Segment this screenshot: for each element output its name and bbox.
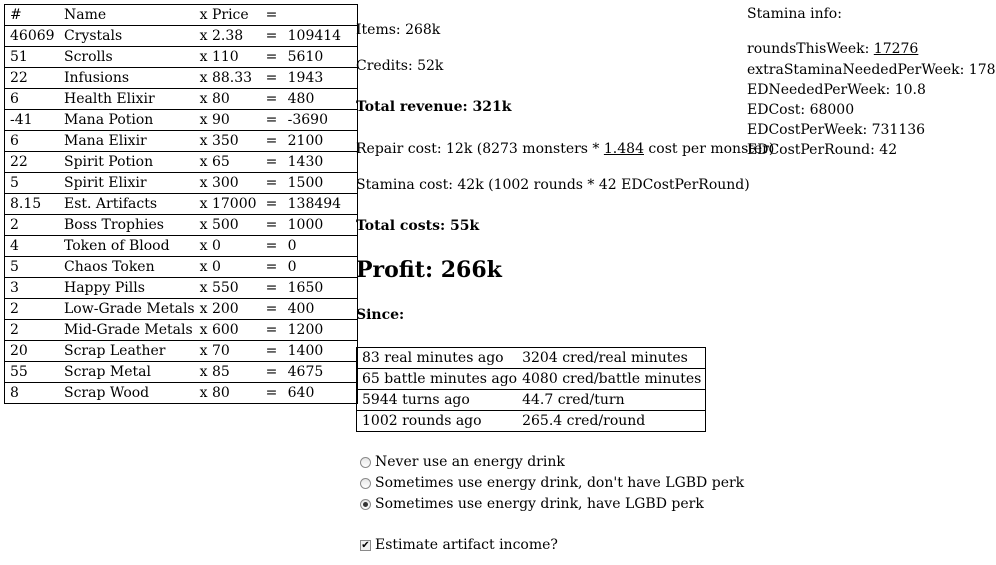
item-price: x 110: [195, 47, 261, 68]
item-name: Mana Elixir: [59, 131, 195, 152]
header-name: Name: [64, 7, 107, 23]
item-price: x 300: [195, 173, 261, 194]
item-equals: =: [261, 236, 283, 257]
total-costs: Total costs: 55k: [356, 218, 480, 234]
item-name: Est. Artifacts: [59, 194, 195, 215]
repair-suffix: cost per monster): [643, 141, 775, 157]
item-qty: 2: [5, 320, 60, 341]
extra-stamina-needed: extraStaminaNeededPerWeek: 178: [747, 62, 996, 78]
item-qty: 6: [5, 131, 60, 152]
item-total: -3690: [283, 110, 358, 131]
item-row: [5, 47, 358, 68]
item-row: [5, 173, 358, 194]
item-row: [5, 68, 358, 89]
item-row: [5, 152, 358, 173]
item-row: [5, 278, 358, 299]
item-qty: 2: [5, 215, 60, 236]
item-qty: 46069: [5, 26, 60, 47]
item-row: [5, 110, 358, 131]
item-row: [5, 362, 358, 383]
repair-cost-link[interactable]: 1.484: [603, 141, 644, 157]
since-row: [357, 348, 706, 369]
estimate-artifact-checkbox[interactable]: ✔: [361, 539, 370, 551]
ed-cost-per-week: EDCostPerWeek: 731136: [747, 122, 926, 138]
item-total: 1200: [283, 320, 358, 341]
item-name: Scrap Leather: [59, 341, 195, 362]
item-row: [5, 320, 358, 341]
item-name: Mana Potion: [59, 110, 195, 131]
since-rate: 265.4 cred/round: [517, 411, 706, 432]
item-total: 640: [283, 383, 358, 404]
item-qty: 22: [5, 152, 60, 173]
item-name: Boss Trophies: [59, 215, 195, 236]
item-equals: =: [261, 89, 283, 110]
item-price: x 200: [195, 299, 261, 320]
item-equals: =: [261, 152, 283, 173]
item-qty: 8: [5, 383, 60, 404]
item-total: 400: [283, 299, 358, 320]
item-name: Token of Blood: [59, 236, 195, 257]
items-header-row: [5, 5, 358, 26]
ed-cost: EDCost: 68000: [747, 102, 855, 118]
item-name: Happy Pills: [59, 278, 195, 299]
header-qty: #: [10, 7, 22, 23]
stamina-title: Stamina info:: [747, 6, 842, 22]
item-qty: 20: [5, 341, 60, 362]
item-qty: 55: [5, 362, 60, 383]
item-name: Spirit Elixir: [59, 173, 195, 194]
since-rate: 4080 cred/battle minutes: [517, 369, 706, 390]
items-value: Items: 268k: [356, 22, 441, 38]
profit: Profit: 266k: [356, 257, 502, 283]
item-price: x 88.33: [195, 68, 261, 89]
item-total: 138494: [283, 194, 358, 215]
item-row: [5, 383, 358, 404]
since-row: [357, 411, 706, 432]
since-ago: 83 real minutes ago: [362, 350, 504, 366]
item-qty: 51: [5, 47, 60, 68]
item-row: [5, 131, 358, 152]
items-table: [4, 4, 358, 404]
item-row: [5, 26, 358, 47]
item-name: Infusions: [59, 68, 195, 89]
item-equals: =: [261, 362, 283, 383]
item-row: [5, 257, 358, 278]
credits-value: Credits: 52k: [356, 58, 444, 74]
radio-sometimes-no-perk[interactable]: [360, 478, 371, 489]
item-total: 480: [283, 89, 358, 110]
item-total: 109414: [283, 26, 358, 47]
repair-prefix: Repair cost: 12k (8273 monsters *: [356, 141, 604, 157]
item-row: [5, 341, 358, 362]
item-equals: =: [261, 215, 283, 236]
header-total: [283, 5, 358, 26]
item-total: 0: [283, 236, 358, 257]
item-row: [5, 215, 358, 236]
item-qty: 5: [5, 257, 60, 278]
item-price: x 2.38: [195, 26, 261, 47]
since-ago: 65 battle minutes ago: [357, 369, 518, 390]
item-name: Scrap Wood: [59, 383, 195, 404]
stamina-cost: Stamina cost: 42k (1002 rounds * 42 EDCostPerRound): [356, 177, 750, 193]
since-label: Since:: [356, 307, 405, 323]
header-equals: =: [265, 7, 278, 23]
radio-sometimes-perk-label[interactable]: Sometimes use energy drink, have LGBD perk: [375, 496, 704, 512]
since-ago: 1002 rounds ago: [357, 411, 518, 432]
item-row: [5, 236, 358, 257]
estimate-artifact-label[interactable]: Estimate artifact income?: [375, 537, 558, 553]
item-price: x 85: [195, 362, 261, 383]
radio-sometimes-no-perk-row[interactable]: [360, 473, 744, 493]
rounds-this-week-link[interactable]: 17276: [873, 41, 919, 57]
item-name: Crystals: [59, 26, 195, 47]
ed-cost-per-round: EDCostPerRound: 42: [747, 142, 898, 158]
item-total: 1000: [283, 215, 358, 236]
item-price: x 80: [195, 89, 261, 110]
item-equals: =: [261, 110, 283, 131]
since-row: [357, 390, 706, 411]
item-row: [5, 194, 358, 215]
radio-never[interactable]: [360, 457, 371, 468]
since-ago: 5944 turns ago: [357, 390, 518, 411]
item-price: x 0: [195, 236, 261, 257]
radio-never-label[interactable]: Never use an energy drink: [375, 454, 565, 470]
item-name: Chaos Token: [59, 257, 195, 278]
item-row: [5, 89, 358, 110]
item-price: x 500: [195, 215, 261, 236]
item-qty: 5: [5, 173, 60, 194]
repair-cost: [356, 141, 774, 157]
item-name: Health Elixir: [59, 89, 195, 110]
item-price: x 65: [195, 152, 261, 173]
item-name: Low-Grade Metals: [59, 299, 195, 320]
item-qty: 4: [5, 236, 60, 257]
item-price: x 17000: [195, 194, 261, 215]
since-table: [356, 347, 706, 432]
item-price: x 550: [195, 278, 261, 299]
item-price: x 0: [195, 257, 261, 278]
item-equals: =: [261, 173, 283, 194]
radio-never-row[interactable]: [360, 452, 565, 472]
estimate-artifact-row[interactable]: [360, 535, 558, 555]
item-total: 5610: [283, 47, 358, 68]
item-equals: =: [261, 26, 283, 47]
item-total: 1943: [283, 68, 358, 89]
item-price: x 350: [195, 131, 261, 152]
item-equals: =: [261, 131, 283, 152]
item-name: Mid-Grade Metals: [59, 320, 195, 341]
item-total: 1650: [283, 278, 358, 299]
item-qty: -41: [5, 110, 60, 131]
item-equals: =: [261, 68, 283, 89]
item-row: [5, 299, 358, 320]
header-price: x Price: [199, 7, 249, 23]
item-price: x 80: [195, 383, 261, 404]
item-equals: =: [261, 278, 283, 299]
item-total: 1400: [283, 341, 358, 362]
item-equals: =: [261, 299, 283, 320]
item-price: x 70: [195, 341, 261, 362]
radio-sometimes-no-perk-label[interactable]: Sometimes use energy drink, don't have LGBD perk: [375, 475, 745, 491]
item-qty: 6: [5, 89, 60, 110]
radio-sometimes-perk[interactable]: [360, 499, 371, 510]
item-equals: =: [261, 320, 283, 341]
item-qty: 22: [5, 68, 60, 89]
total-revenue: Total revenue: 321k: [356, 99, 512, 115]
item-equals: =: [261, 341, 283, 362]
item-name: Spirit Potion: [59, 152, 195, 173]
item-qty: 2: [5, 299, 60, 320]
item-equals: =: [261, 194, 283, 215]
item-total: 2100: [283, 131, 358, 152]
rounds-this-week: [747, 41, 918, 57]
rounds-label: roundsThisWeek:: [747, 41, 874, 57]
ed-needed-per-week: EDNeededPerWeek: 10.8: [747, 82, 926, 98]
item-price: x 600: [195, 320, 261, 341]
item-name: Scrolls: [59, 47, 195, 68]
item-equals: =: [261, 383, 283, 404]
item-total: 4675: [283, 362, 358, 383]
item-qty: 3: [5, 278, 60, 299]
item-total: 1500: [283, 173, 358, 194]
item-qty: 8.15: [5, 194, 60, 215]
since-rate: 44.7 cred/turn: [517, 390, 706, 411]
item-total: 1430: [283, 152, 358, 173]
radio-sometimes-perk-row[interactable]: [360, 494, 704, 514]
item-total: 0: [283, 257, 358, 278]
item-price: x 90: [195, 110, 261, 131]
item-equals: =: [261, 257, 283, 278]
item-equals: =: [261, 47, 283, 68]
item-name: Scrap Metal: [59, 362, 195, 383]
since-rate: 3204 cred/real minutes: [522, 350, 688, 366]
since-row: [357, 369, 706, 390]
